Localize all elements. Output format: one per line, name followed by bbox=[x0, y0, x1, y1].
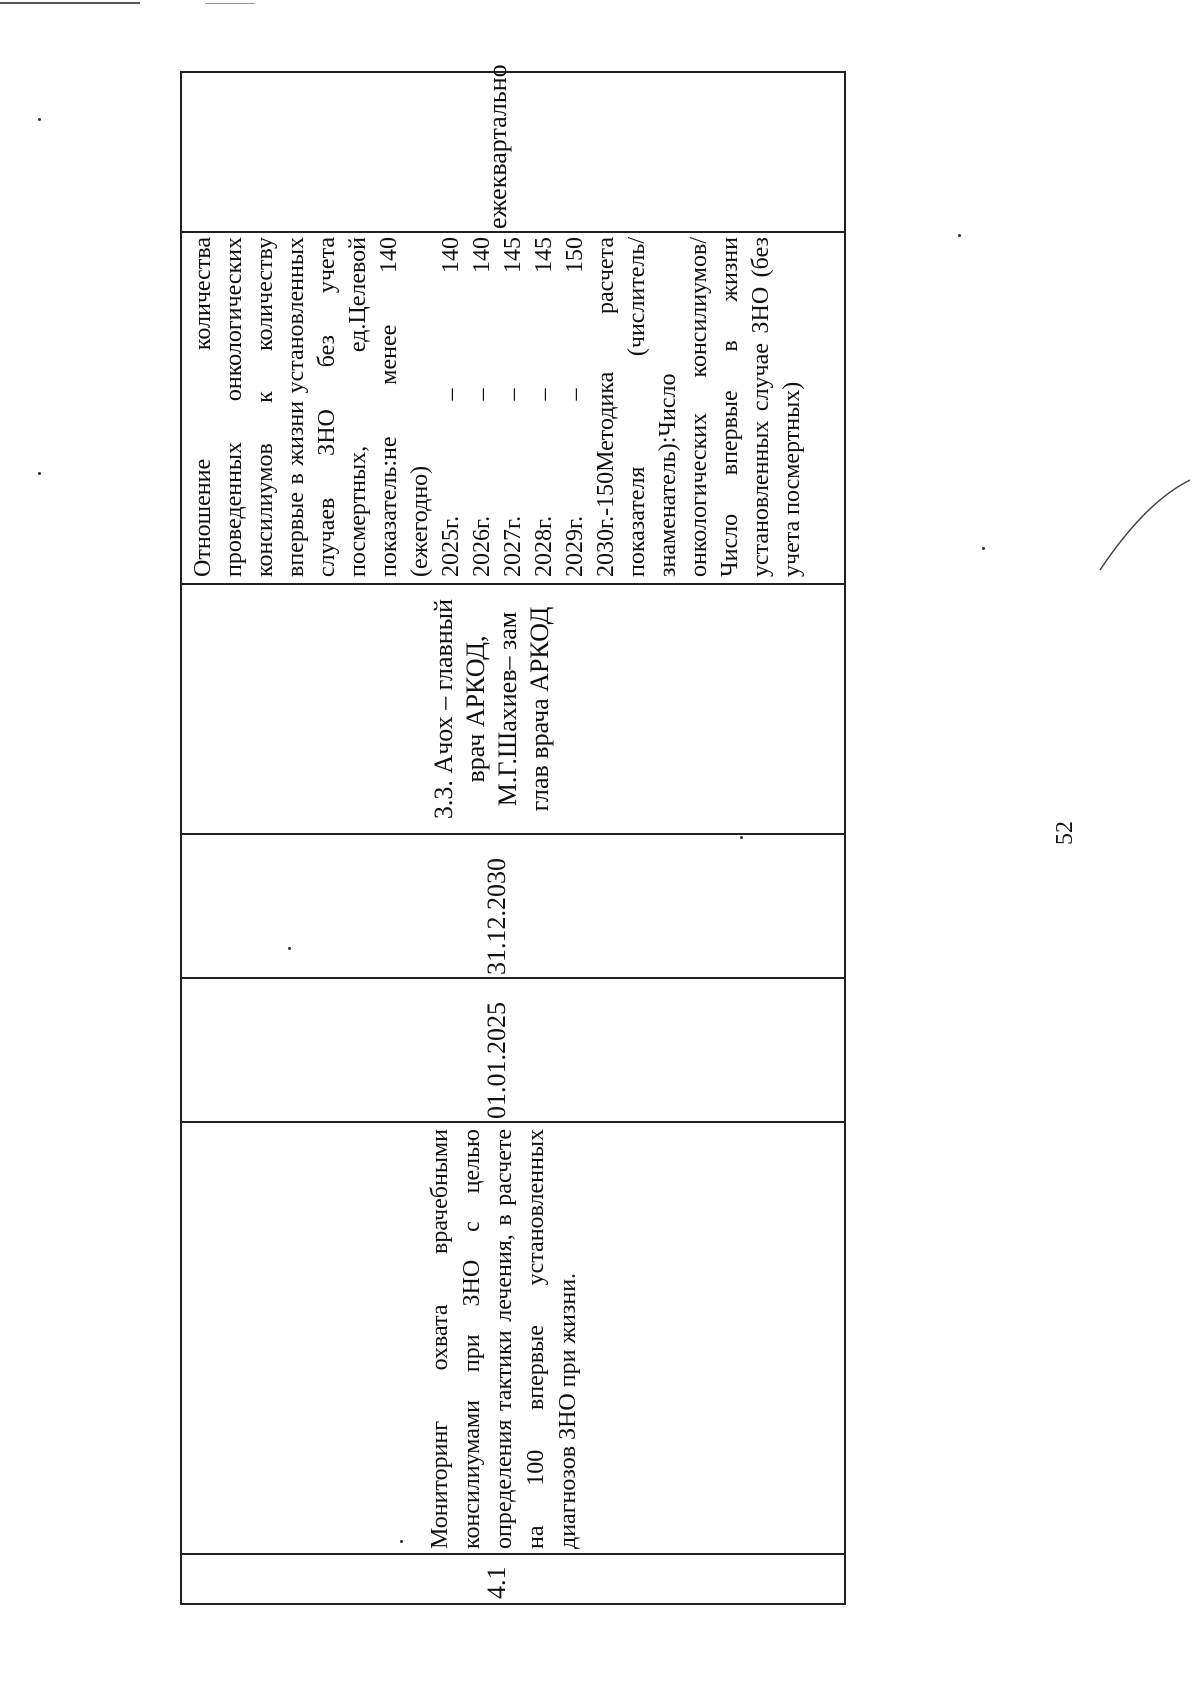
table-row bbox=[181, 72, 845, 1604]
year-row bbox=[436, 237, 467, 577]
year-dash: – bbox=[531, 388, 557, 401]
yearly-targets bbox=[436, 237, 591, 577]
year-value: 140 bbox=[469, 237, 495, 274]
start-date-cell bbox=[181, 978, 845, 1122]
indicator-intro: Отношение количества проведенных онкологических консилиумов к количеству впервые в жизни установленных случаев ЗНО без учета посмертных, ед.Целевой показатель:не менее 140 (ежегодно) bbox=[190, 237, 433, 577]
responsible-persons: 3.3. Ачох – главный врач АРКОД, М.Г.Шахиев– зам глав врача АРКОД bbox=[429, 598, 554, 820]
year-dash: – bbox=[438, 388, 464, 401]
scan-artifact-line bbox=[0, 2, 140, 4]
document-table-frame bbox=[180, 64, 846, 1605]
responsible-cell bbox=[181, 584, 845, 834]
start-date: 01.01.2025 bbox=[482, 1002, 511, 1119]
indicator-method: 2030г.-150Методика расчета показателя (числитель/знаменатель):Число онкологических консилиумов/Число впервые в жизни установленных случае ЗНО (без учета посмертных) bbox=[593, 237, 805, 577]
year-row bbox=[529, 237, 560, 577]
year-label: 2029г. bbox=[562, 515, 588, 577]
activity-name: Мониторинг охвата врачебными консилиумами при ЗНО с целью определения тактики лечения, в расчете на 100 впервые установленных диагнозов ЗНО при жизни. bbox=[427, 1129, 581, 1549]
year-value: 145 bbox=[531, 237, 557, 274]
year-label: 2025г. bbox=[438, 515, 464, 577]
year-value: 140 bbox=[438, 237, 464, 274]
scan-speck bbox=[38, 472, 41, 475]
year-label: 2026г. bbox=[469, 515, 495, 577]
indicator-cell bbox=[181, 232, 845, 584]
year-row bbox=[467, 237, 498, 577]
row-number-cell bbox=[181, 1554, 845, 1604]
activity-table bbox=[180, 64, 846, 1605]
year-value: 150 bbox=[562, 237, 588, 274]
end-date-cell bbox=[181, 834, 845, 978]
pen-mark bbox=[1090, 470, 1200, 580]
scan-artifact-line bbox=[205, 3, 255, 4]
year-row bbox=[498, 237, 529, 577]
periodicity: ежеквартально bbox=[483, 64, 512, 229]
year-dash: – bbox=[562, 388, 588, 401]
scan-speck bbox=[982, 547, 985, 550]
periodicity-cell bbox=[181, 64, 845, 232]
scan-speck bbox=[38, 118, 41, 121]
year-label: 2027г. bbox=[500, 515, 526, 577]
row-number: 4.1 bbox=[482, 1566, 511, 1599]
year-label: 2028г. bbox=[531, 515, 557, 577]
end-date: 31.12.2030 bbox=[482, 858, 511, 975]
page-number: 52 bbox=[1052, 821, 1078, 845]
year-dash: – bbox=[469, 388, 495, 401]
year-value: 145 bbox=[500, 237, 526, 274]
year-dash: – bbox=[500, 388, 526, 401]
activity-name-cell bbox=[181, 1122, 845, 1554]
year-row bbox=[560, 237, 591, 577]
indicator-text bbox=[182, 233, 808, 583]
scan-speck bbox=[958, 234, 961, 237]
